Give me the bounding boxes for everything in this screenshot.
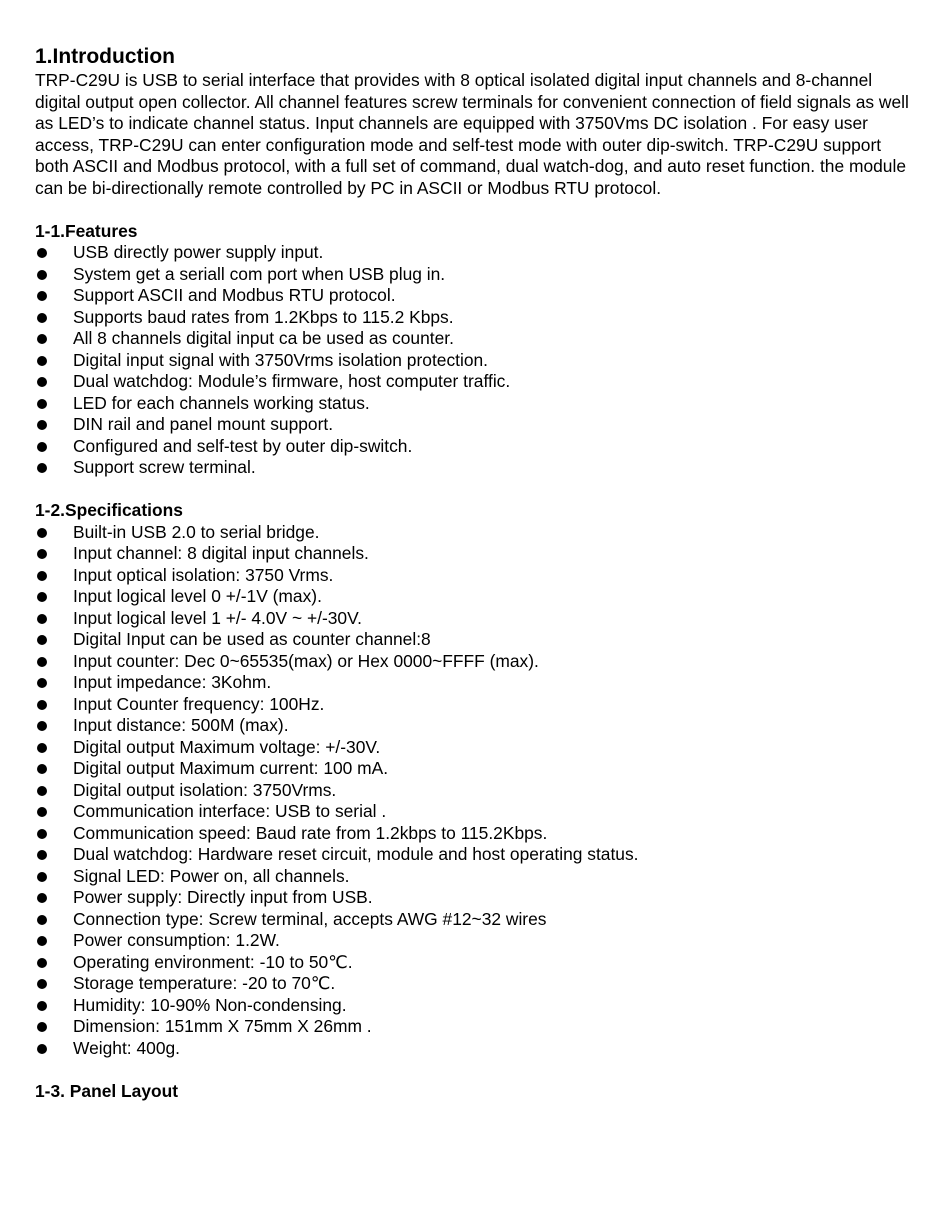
spec-item-text: Built-in USB 2.0 to serial bridge. (73, 521, 320, 542)
feature-item-text: Configured and self-test by outer dip-switch. (73, 435, 413, 456)
spec-item (35, 758, 915, 780)
feature-item-text: DIN rail and panel mount support. (73, 414, 334, 434)
bullet-icon (37, 635, 47, 645)
feature-item-text: System get a seriall com port when USB plug in. (73, 263, 446, 284)
spec-item (35, 543, 915, 565)
spec-item (35, 866, 915, 888)
bullet-icon (37, 399, 47, 409)
spec-item-text: Power supply: Directly input from USB. (73, 887, 373, 907)
spec-item (35, 973, 915, 995)
feature-item (35, 457, 915, 479)
bullet-icon (37, 872, 47, 882)
spec-item-text: Digital output Maximum voltage: +/-30V. (73, 736, 381, 757)
spec-item (35, 672, 915, 694)
spec-item (35, 909, 915, 931)
bullet-icon (37, 764, 47, 774)
spec-item (35, 844, 915, 866)
feature-item (35, 350, 915, 372)
feature-item-text: Support ASCII and Modbus RTU protocol. (73, 285, 396, 305)
bullet-icon (37, 377, 47, 387)
bullet-icon (37, 829, 47, 839)
bullet-icon (37, 1001, 47, 1011)
bullet-icon (37, 979, 47, 989)
spec-item (35, 715, 915, 737)
bullet-icon (37, 678, 47, 688)
introduction-paragraph: TRP-C29U is USB to serial interface that provides with 8 optical isolated digital input channels and 8-channel digital output open collector. All channel features screw terminals for convenient connection of field signals as well as LED’s to indicate channel status. Input channels are equipped with 3750Vms DC isolation . For easy user access, TRP-C29U can enter configuration mode and self-test mode with outer dip-switch. TRP-C29U support both ASCII and Modbus protocol, with a full set of command, dual watch-dog, and auto reset function. the module can be bi-directionally remote controlled by PC in ASCII or Modbus RTU protocol. (35, 70, 909, 198)
specifications-heading: 1-2.Specifications (35, 500, 183, 520)
spec-item (35, 629, 915, 651)
feature-item (35, 264, 915, 286)
spec-item-text: Input counter: Dec 0~65535(max) or Hex 0000~FFFF (max). (73, 650, 539, 671)
features-list (35, 242, 915, 479)
spec-item (35, 608, 915, 630)
spec-item-text: Input channel: 8 digital input channels. (73, 543, 369, 563)
spacer (35, 199, 915, 221)
feature-item-text: Digital input signal with 3750Vrms isolation protection. (73, 349, 489, 370)
bullet-icon (37, 528, 47, 538)
spec-item-text: Dimension: 151mm X 75mm X 26mm . (73, 1016, 372, 1036)
bullet-icon (37, 915, 47, 925)
bullet-icon (37, 463, 47, 473)
feature-item-text: USB directly power supply input. (73, 242, 324, 262)
bullet-icon (37, 893, 47, 903)
spec-item (35, 522, 915, 544)
spec-item-text: Digital output isolation: 3750Vrms. (73, 779, 337, 800)
spec-item (35, 952, 915, 974)
spec-item-text: Input logical level 0 +/-1V (max). (73, 586, 322, 606)
bullet-icon (37, 614, 47, 624)
bullet-icon (37, 958, 47, 968)
document-page (35, 44, 915, 1102)
spec-item (35, 586, 915, 608)
spec-item-text: Storage temperature: -20 to 70℃. (73, 973, 336, 993)
spec-item (35, 801, 915, 823)
feature-item-text: Supports baud rates from 1.2Kbps to 115.2 Kbps. (73, 306, 454, 327)
spec-item-text: Communication speed: Baud rate from 1.2kbps to 115.2Kbps. (73, 822, 548, 843)
feature-item (35, 242, 915, 264)
feature-item (35, 414, 915, 436)
spacer (35, 1059, 915, 1081)
bullet-icon (37, 1044, 47, 1054)
feature-item-text: Dual watchdog: Module’s firmware, host computer traffic. (73, 371, 511, 391)
spec-item-text: Input distance: 500M (max). (73, 715, 289, 735)
feature-item (35, 328, 915, 350)
bullet-icon (37, 807, 47, 817)
bullet-icon (37, 743, 47, 753)
specifications-list (35, 522, 915, 1060)
spec-item-text: Signal LED: Power on, all channels. (73, 865, 350, 886)
bullet-icon (37, 936, 47, 946)
spec-item-text: Operating environment: -10 to 50℃. (73, 951, 353, 972)
bullet-icon (37, 721, 47, 731)
spec-item (35, 694, 915, 716)
spec-item (35, 1016, 915, 1038)
feature-item-text: All 8 channels digital input ca be used as counter. (73, 328, 454, 348)
bullet-icon (37, 334, 47, 344)
features-heading: 1-1.Features (35, 220, 138, 241)
bullet-icon (37, 248, 47, 258)
spacer (35, 479, 915, 501)
spec-item-text: Digital output Maximum current: 100 mA. (73, 758, 389, 778)
feature-item (35, 285, 915, 307)
feature-item (35, 436, 915, 458)
spec-item (35, 565, 915, 587)
spec-item (35, 780, 915, 802)
bullet-icon (37, 1022, 47, 1032)
introduction-heading: 1.Introduction (35, 45, 175, 68)
bullet-icon (37, 420, 47, 430)
spec-item-text: Communication interface: USB to serial . (73, 801, 387, 821)
spec-item (35, 887, 915, 909)
spec-item (35, 930, 915, 952)
bullet-icon (37, 700, 47, 710)
bullet-icon (37, 571, 47, 581)
spec-item-text: Weight: 400g. (73, 1037, 180, 1058)
bullet-icon (37, 442, 47, 452)
spec-item-text: Connection type: Screw terminal, accepts AWG #12~32 wires (73, 908, 547, 929)
spec-item-text: Humidity: 10-90% Non-condensing. (73, 994, 347, 1015)
bullet-icon (37, 786, 47, 796)
bullet-icon (37, 850, 47, 860)
bullet-icon (37, 270, 47, 280)
panel-layout-heading: 1-3. Panel Layout (35, 1080, 179, 1101)
spec-item-text: Input logical level 1 +/- 4.0V ~ +/-30V. (73, 607, 362, 628)
feature-item (35, 393, 915, 415)
feature-item-text: Support screw terminal. (73, 457, 256, 477)
spec-item (35, 651, 915, 673)
spec-item (35, 823, 915, 845)
spec-item-text: Input Counter frequency: 100Hz. (73, 693, 325, 714)
bullet-icon (37, 592, 47, 602)
spec-item-text: Dual watchdog: Hardware reset circuit, module and host operating status. (73, 844, 639, 864)
bullet-icon (37, 313, 47, 323)
spec-item (35, 737, 915, 759)
spec-item-text: Input impedance: 3Kohm. (73, 672, 272, 692)
bullet-icon (37, 291, 47, 301)
feature-item (35, 371, 915, 393)
spec-item (35, 1038, 915, 1060)
bullet-icon (37, 657, 47, 667)
spec-item (35, 995, 915, 1017)
spec-item-text: Input optical isolation: 3750 Vrms. (73, 564, 334, 585)
feature-item (35, 307, 915, 329)
bullet-icon (37, 356, 47, 366)
feature-item-text: LED for each channels working status. (73, 392, 370, 413)
bullet-icon (37, 549, 47, 559)
spec-item-text: Digital Input can be used as counter channel:8 (73, 629, 431, 649)
spec-item-text: Power consumption: 1.2W. (73, 930, 280, 950)
